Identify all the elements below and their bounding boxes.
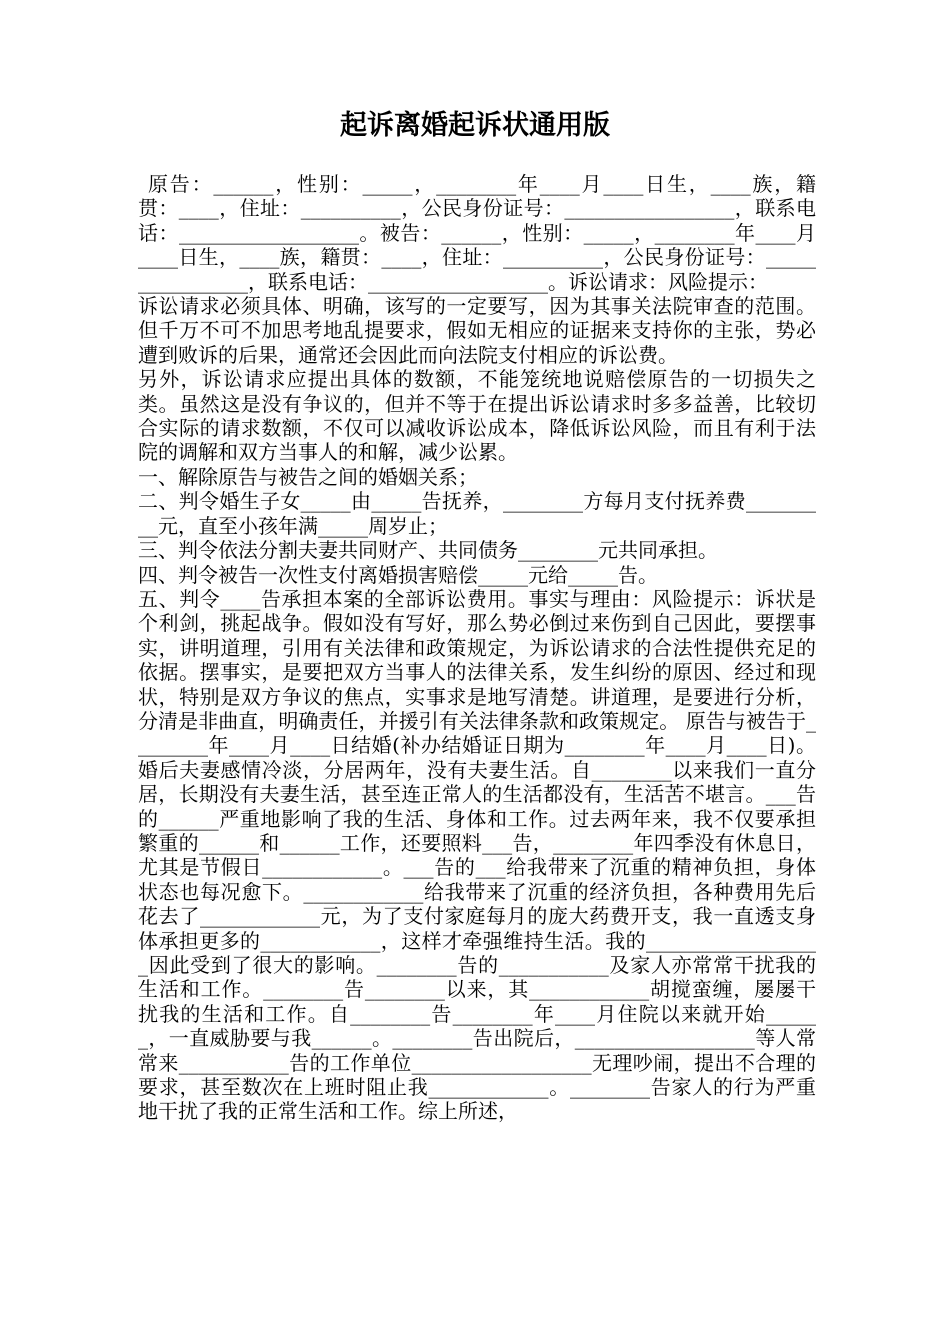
claim-item-3: 三、判令依法分割夫妻共同财产、共同债务________元共同承担。 (138, 538, 718, 563)
document-body (138, 172, 816, 1124)
claim-item-4: 四、判令被告一次性支付离婚损害赔偿_____元给_____告。 (138, 562, 658, 587)
claim-item-1: 一、解除原告与被告之间的婚姻关系； (138, 464, 478, 489)
claim-item-5-and-facts: 五、判令____告承担本案的全部诉讼费用。事实与理由：风险提示：诉状是个利剑，挑起战争。假如没有写好，那么势必倒过来伤到自己因此，要摆事实，讲明道理，引用有关法律和政策规定，为诉讼请求的合法性提供充足的依据。摆事实，是要把双方当事人的法律关系，发生纠纷的原因、经过和现状，特别是双方争议的焦点，实事求是地写清楚。讲道理，是要进行分析，分清是非曲直，明确责任，并援引有关法律条款和政策规定。 原告与被告于________年____月____日结婚(补办结婚证日期为________年____月____日)。婚后夫妻感情冷淡，分居两年，没有夫妻生活。自________以来我们一直分居，长期没有夫妻生活，甚至连正常人的生活都没有，生活苦不堪言。___告的______严重地影响了我的生活、身体和工作。过去两年来，我不仅要承担繁重的______和______工作，还要照料___告，________年四季没有休息日，尤其是节假日____________。___告的___给我带来了沉重的精神负担，身体状态也每况愈下。____________给我带来了沉重的经济负担，各种费用先后花去了____________元，为了支付家庭每月的庞大药费开支，我一直透支身体承担更多的____________，这样才牵强维持生活。我的__________________因此受到了很大的影响。________告的___________及家人亦常常干扰我的生活和工作。________告________以来，其____________胡搅蛮缠，屡屡干扰我的生活和工作。自________告________年____月住院以来就开始______，一直威胁要与我______。________告出院后，__________________等人常常来___________告的工作单位__________________无理吵闹，提出不合理的要求，甚至数次在上班时阻止我____________。________告家人的行为严重地干扰了我的正常生活和工作。综上所述， (138, 586, 816, 1124)
risk-note-paragraph: 诉讼请求必须具体、明确，该写的一定要写，因为其事关法院审查的范围。但千万不可不加思考地乱提要求，假如无相应的证据来支持你的主张，势必遭到败诉的后果，通常还会因此而向法院支付相应的诉讼费。 (138, 294, 816, 367)
claim-amount-paragraph: 另外，诉讼请求应提出具体的数额，不能笼统地说赔偿原告的一切损失之类。虽然这是没有争议的，但并不等于在提出诉讼请求时多多益善，比较切合实际的请求数额，不仅可以减收诉讼成本，降低诉讼风险，而且有利于法院的调解和双方当事人的和解，减少讼累。 (138, 367, 816, 465)
claim-item-2: 二、判令婚生子女_____由_____告抚养，________方每月支付抚养费_________元，直至小孩年满_____周岁止； (138, 489, 816, 538)
document-title: 起诉离婚起诉状通用版 (340, 110, 610, 141)
party-info-paragraph: 原告：______，性别：_____，________年____月____日生，____族，籍贯：____，住址：__________，公民身份证号：_________________，联系电话：__________________。被告：______，性别：_____，________年____月____日生，____族，籍贯：____，住址：__________，公民身份证号：________________，联系电话：__________________。诉讼请求：风险提示： (138, 172, 816, 294)
